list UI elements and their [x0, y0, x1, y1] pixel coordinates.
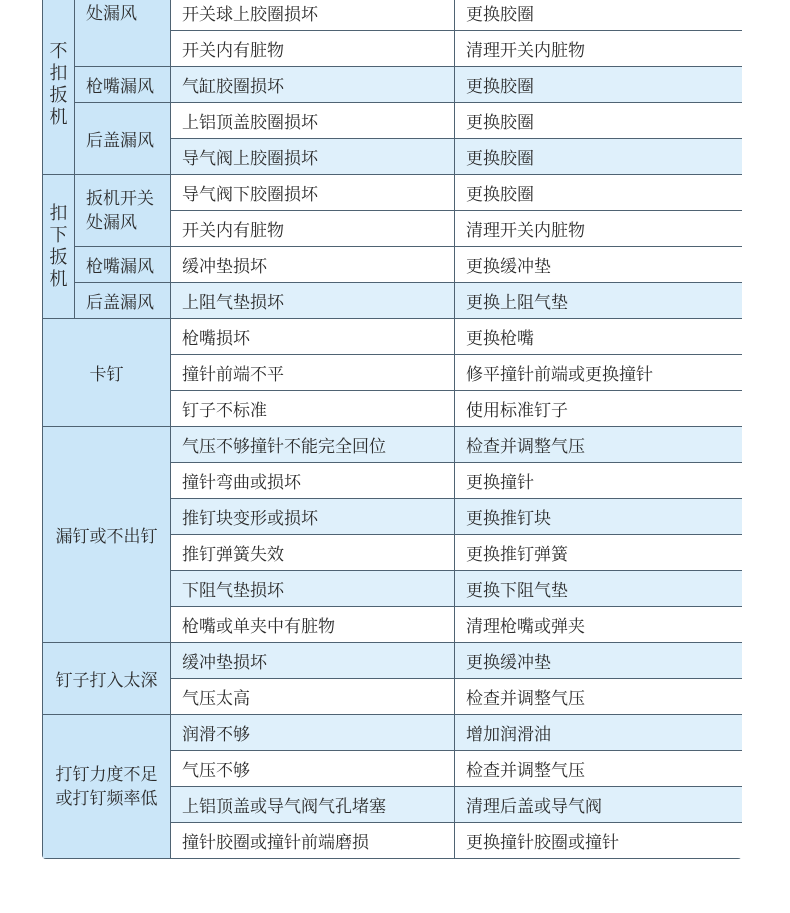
cause-cell: 撞针弯曲或损坏: [171, 463, 455, 499]
fix-cell: 清理后盖或导气阀: [455, 787, 743, 823]
fix-cell: 更换枪嘴: [455, 319, 743, 355]
problem-cell: 枪嘴漏风: [75, 67, 171, 103]
fix-cell: 修平撞针前端或更换撞针: [455, 355, 743, 391]
problem-cell: 枪嘴漏风: [75, 247, 171, 283]
fix-cell: 检查并调整气压: [455, 751, 743, 787]
fix-cell: 清理枪嘴或弹夹: [455, 607, 743, 643]
fix-cell: 更换下阻气垫: [455, 571, 743, 607]
fix-cell: 更换撞针: [455, 463, 743, 499]
problem-cell: 扳机开关 处漏风: [75, 175, 171, 247]
problem-cell: 处漏风: [75, 0, 171, 67]
fix-cell: 更换胶圈: [455, 0, 743, 31]
cause-cell: 气压不够: [171, 751, 455, 787]
fix-cell: 更换推钉弹簧: [455, 535, 743, 571]
cause-cell: 上铝顶盖或导气阀气孔堵塞: [171, 787, 455, 823]
cause-cell: 润滑不够: [171, 715, 455, 751]
problem-cell: 打钉力度不足 或打钉频率低: [43, 715, 171, 859]
fix-cell: 更换胶圈: [455, 103, 743, 139]
fix-cell: 更换胶圈: [455, 175, 743, 211]
fix-cell: 更换缓冲垫: [455, 643, 743, 679]
table-row: [43, 103, 743, 139]
cause-cell: 缓冲垫损坏: [171, 643, 455, 679]
cause-cell: 撞针前端不平: [171, 355, 455, 391]
table-row: [43, 427, 743, 463]
cause-cell: 上铝顶盖胶圈损坏: [171, 103, 455, 139]
fix-cell: 更换上阻气垫: [455, 283, 743, 319]
fix-cell: 更换缓冲垫: [455, 247, 743, 283]
table-row: [43, 0, 743, 31]
cause-cell: 上阻气垫损坏: [171, 283, 455, 319]
cause-cell: 开关内有脏物: [171, 211, 455, 247]
fix-cell: 使用标准钉子: [455, 391, 743, 427]
section-label-pull-trigger: 扣 下 扳 机: [43, 175, 75, 319]
table-row: [43, 319, 743, 355]
cause-cell: 开关内有脏物: [171, 31, 455, 67]
fix-cell: 检查并调整气压: [455, 427, 743, 463]
cause-cell: 钉子不标准: [171, 391, 455, 427]
cause-cell: 枪嘴或单夹中有脏物: [171, 607, 455, 643]
cause-cell: 缓冲垫损坏: [171, 247, 455, 283]
troubleshooting-table: [42, 0, 742, 859]
cause-cell: 开关球上胶圈损坏: [171, 0, 455, 31]
troubleshooting-table-container: [42, 0, 742, 859]
fix-cell: 更换撞针胶圈或撞针: [455, 823, 743, 859]
table-row: [43, 67, 743, 103]
problem-cell: 钉子打入太深: [43, 643, 171, 715]
fix-cell: 清理开关内脏物: [455, 211, 743, 247]
problem-cell: 后盖漏风: [75, 283, 171, 319]
fix-cell: 更换胶圈: [455, 67, 743, 103]
fix-cell: 增加润滑油: [455, 715, 743, 751]
cause-cell: 撞针胶圈或撞针前端磨损: [171, 823, 455, 859]
table-row: [43, 715, 743, 751]
cause-cell: 气缸胶圈损坏: [171, 67, 455, 103]
cause-cell: 导气阀下胶圈损坏: [171, 175, 455, 211]
fix-cell: 检查并调整气压: [455, 679, 743, 715]
problem-cell: 卡钉: [43, 319, 171, 427]
section-label-release-trigger: 不 扣 扳 机: [43, 0, 75, 175]
table-row: [43, 643, 743, 679]
cause-cell: 推钉弹簧失效: [171, 535, 455, 571]
cause-cell: 导气阀上胶圈损坏: [171, 139, 455, 175]
cause-cell: 枪嘴损坏: [171, 319, 455, 355]
cause-cell: 下阻气垫损坏: [171, 571, 455, 607]
table-row: [43, 283, 743, 319]
fix-cell: 清理开关内脏物: [455, 31, 743, 67]
problem-cell: 漏钉或不出钉: [43, 427, 171, 643]
table-row: [43, 247, 743, 283]
cause-cell: 气压太高: [171, 679, 455, 715]
problem-cell: 后盖漏风: [75, 103, 171, 175]
cause-cell: 推钉块变形或损坏: [171, 499, 455, 535]
fix-cell: 更换胶圈: [455, 139, 743, 175]
cause-cell: 气压不够撞针不能完全回位: [171, 427, 455, 463]
fix-cell: 更换推钉块: [455, 499, 743, 535]
table-row: [43, 175, 743, 211]
